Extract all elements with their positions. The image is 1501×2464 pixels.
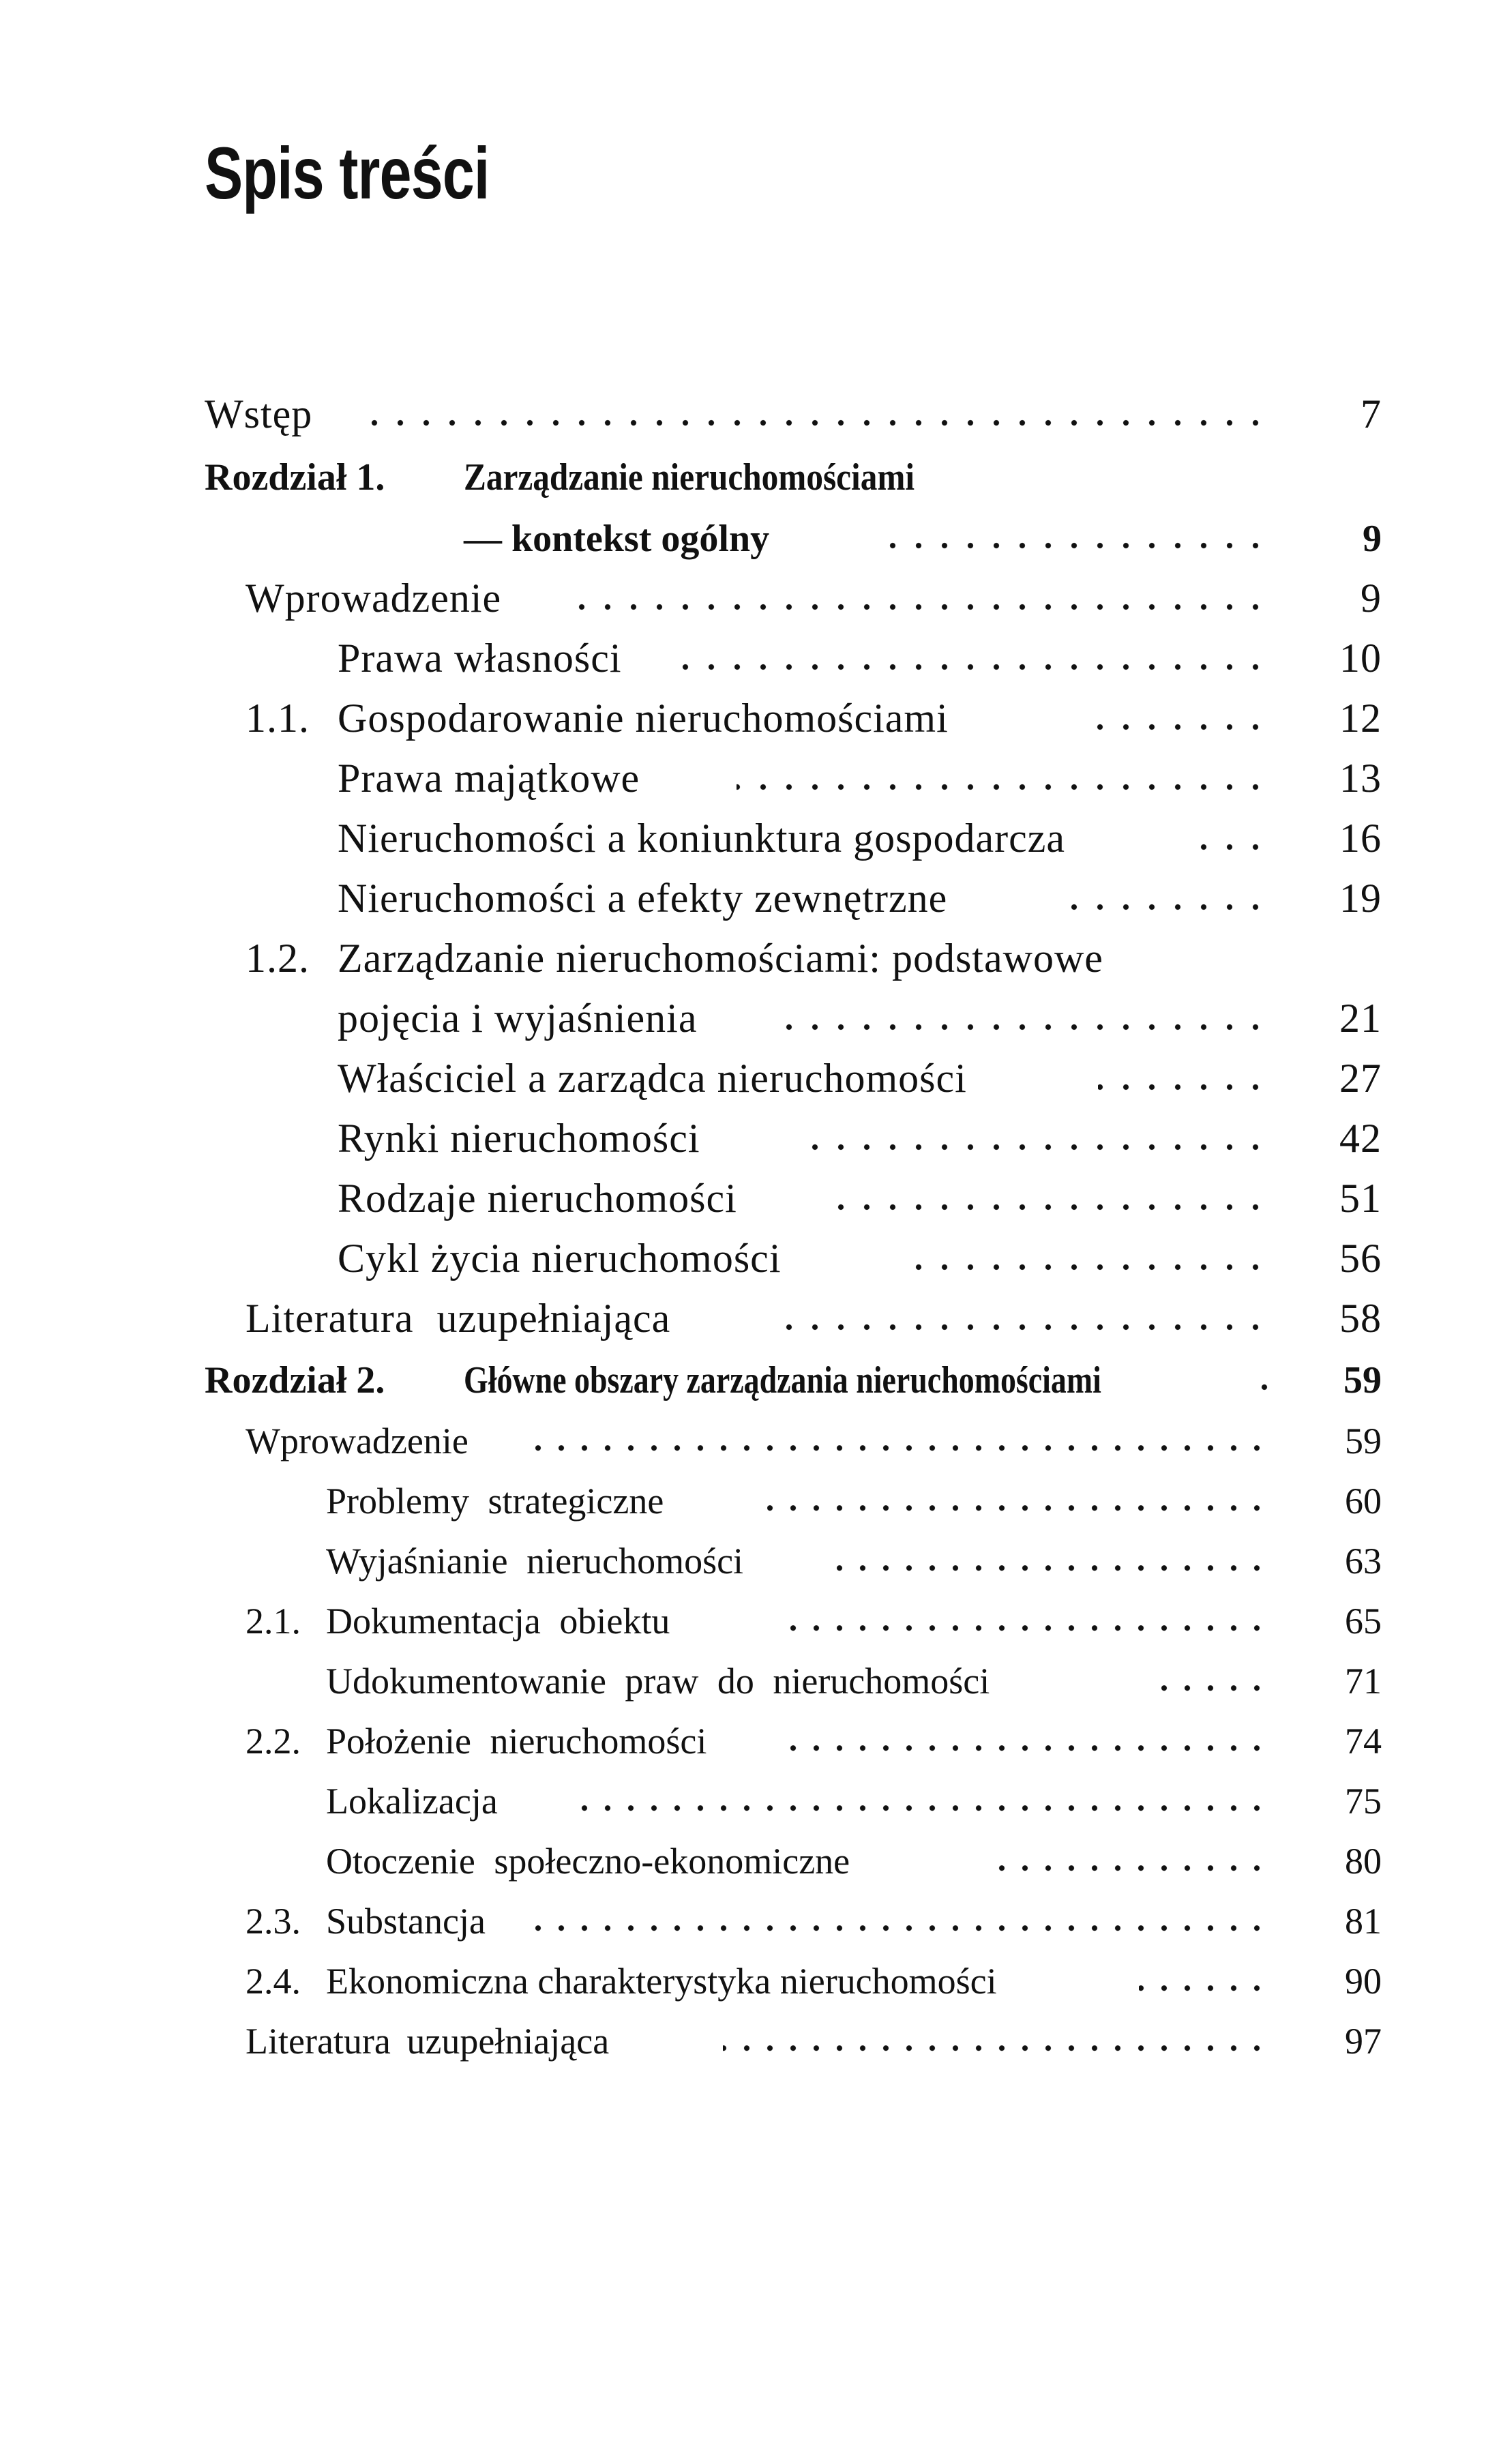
- toc-entry-r1-2-wlasciciel[interactable]: [0, 1046, 1501, 1106]
- toc-entry-wstep[interactable]: [0, 382, 1501, 442]
- dot-leader: [1098, 1058, 1268, 1099]
- section-number: 1.2.: [246, 936, 310, 981]
- toc-entry-page: 90: [1345, 1961, 1382, 2002]
- toc-entry-label: Problemy strategiczne: [326, 1481, 664, 1522]
- section-number: 2.1.: [246, 1601, 301, 1642]
- toc-entry-r2-4[interactable]: [0, 1946, 1501, 2006]
- toc-entry-label: Właściciel a zarządca nieruchomości: [338, 1056, 967, 1101]
- toc-entry-r2-wyjasnianie[interactable]: [0, 1526, 1501, 1586]
- toc-entry-label: Otoczenie społeczno-ekonomiczne: [326, 1841, 850, 1882]
- chapter-prefix: Rozdział 2.: [205, 1359, 385, 1401]
- toc-entry-label: Ekonomiczna charakterystyka nieruchomości: [326, 1961, 997, 2002]
- toc-entry-page: 74: [1345, 1721, 1382, 1762]
- toc-entry-r2-1-udokumentowanie[interactable]: [0, 1646, 1501, 1706]
- toc-entry-page: 51: [1339, 1176, 1382, 1221]
- toc-entry-r2-problemy[interactable]: [0, 1466, 1501, 1526]
- toc-entry-label: Zarządzanie nieruchomościami: podstawowe: [338, 936, 1103, 981]
- toc-entry-page: 63: [1345, 1541, 1382, 1582]
- page-title: Spis treści: [205, 132, 490, 214]
- toc-entry-label: Literatura uzupełniająca: [246, 1296, 671, 1341]
- toc-entry-r1-1-prawa-majatkowe[interactable]: [0, 746, 1501, 806]
- section-number: 2.2.: [246, 1721, 301, 1762]
- toc-entry-label: Wprowadzenie: [246, 1421, 469, 1461]
- toc-entry-label: Literatura uzupełniająca: [246, 2021, 610, 2062]
- toc-entry-page: 65: [1345, 1601, 1382, 1642]
- toc-entry-r2-2-lokalizacja[interactable]: [0, 1766, 1501, 1826]
- toc-entry-rozdzial-1-continued[interactable]: [0, 505, 1501, 565]
- toc-entry-r1-2-cykl[interactable]: [0, 1226, 1501, 1286]
- toc-entry-label: Substancja: [326, 1901, 486, 1942]
- toc-entry-r1-1-efekty[interactable]: [0, 866, 1501, 926]
- toc-entry-label: Rynki nieruchomości: [338, 1116, 700, 1161]
- toc-entry-page: 7: [1361, 391, 1382, 436]
- toc-entry-r2-1[interactable]: [0, 1586, 1501, 1646]
- toc-entry-page: 42: [1339, 1116, 1382, 1161]
- toc-entry-label: Główne obszary zarządzania nieruchomościami: [464, 1359, 1101, 1401]
- toc-entry-page: 16: [1339, 816, 1382, 861]
- toc-entry-page: 71: [1345, 1661, 1382, 1702]
- toc-entry-page: 12: [1339, 696, 1382, 741]
- toc-entry-label: Dokumentacja obiektu: [326, 1601, 670, 1642]
- toc-entry-r1-2[interactable]: [0, 926, 1501, 986]
- toc-entry-label: Prawa majątkowe: [338, 756, 640, 801]
- dot-leader: [1071, 878, 1268, 919]
- toc-entry-rozdzial-1[interactable]: [0, 443, 1501, 503]
- toc-entry-label: Nieruchomości a efekty zewnętrzne: [338, 876, 948, 921]
- toc-entry-page: 59: [1343, 1359, 1382, 1401]
- toc-entry-page: 9: [1361, 576, 1382, 621]
- toc-entry-label: Udokumentowanie praw do nieruchomości: [326, 1661, 990, 1702]
- dot-leader: [910, 1238, 1268, 1279]
- toc-entry-r1-2-rynki[interactable]: [0, 1106, 1501, 1166]
- dot-leader: [737, 758, 1268, 799]
- toc-entry-r2-2-otoczenie[interactable]: [0, 1826, 1501, 1886]
- dot-leader: [1183, 818, 1268, 859]
- toc-entry-label: Lokalizacja: [326, 1781, 498, 1822]
- dot-leader: [767, 1481, 1268, 1519]
- section-number: 2.3.: [246, 1901, 301, 1942]
- toc-entry-r1-2-continued[interactable]: [0, 986, 1501, 1046]
- toc-entry-r2-3[interactable]: [0, 1886, 1501, 1946]
- toc-entry-r1-wprowadzenie[interactable]: [0, 566, 1501, 626]
- toc-entry-r2-wprowadzenie[interactable]: [0, 1406, 1501, 1466]
- toc-entry-page: 10: [1339, 636, 1382, 681]
- toc-entry-page: 59: [1345, 1421, 1382, 1461]
- toc-entry-label: Położenie nieruchomości: [326, 1721, 707, 1762]
- toc-entry-r1-2-rodzaje[interactable]: [0, 1166, 1501, 1226]
- toc-entry-label: Gospodarowanie nieruchomościami: [338, 696, 949, 741]
- dot-leader: [812, 1118, 1268, 1159]
- toc-entry-label: Rodzaje nieruchomości: [338, 1176, 737, 1221]
- dot-leader: [580, 1781, 1268, 1820]
- toc-entry-page: 9: [1363, 518, 1382, 560]
- dot-leader: [777, 1298, 1268, 1339]
- dot-leader: [777, 1601, 1268, 1639]
- section-number: 2.4.: [246, 1961, 301, 2002]
- dot-leader: [532, 1901, 1268, 1940]
- dot-leader: [368, 394, 1268, 435]
- toc-entry-label: Nieruchomości a koniunktura gospodarcza: [338, 816, 1065, 861]
- toc-entry-rozdzial-2[interactable]: [0, 1346, 1501, 1406]
- toc-entry-r2-literatura[interactable]: [0, 2006, 1501, 2066]
- toc-entry-r2-2[interactable]: [0, 1706, 1501, 1766]
- toc-entry-page: 58: [1339, 1296, 1382, 1341]
- toc-entry-r1-literatura[interactable]: [0, 1286, 1501, 1346]
- chapter-prefix: Rozdział 1.: [205, 456, 385, 499]
- toc-entry-page: 13: [1339, 756, 1382, 801]
- toc-entry-page: 56: [1339, 1236, 1382, 1281]
- toc-entry-page: 60: [1345, 1481, 1382, 1522]
- toc-entry-page: 19: [1339, 876, 1382, 921]
- dot-leader: [818, 1178, 1268, 1219]
- dot-leader: [825, 1541, 1268, 1579]
- dot-leader: [1078, 698, 1268, 739]
- dot-leader: [525, 1421, 1268, 1459]
- toc-entry-r1-1-koniunktura[interactable]: [0, 806, 1501, 866]
- toc-entry-page: 81: [1345, 1901, 1382, 1942]
- dot-leader: [784, 1721, 1268, 1760]
- toc-entry-label: Wprowadzenie: [246, 576, 502, 621]
- dot-leader: [682, 638, 1268, 679]
- toc-entry-label: pojęcia i wyjaśnienia: [338, 996, 698, 1041]
- dot-leader: [723, 2021, 1268, 2060]
- toc-entry-page: 97: [1345, 2021, 1382, 2062]
- dot-leader: [771, 998, 1268, 1039]
- toc-entry-r1-prawa-wlasnosci[interactable]: [0, 626, 1501, 686]
- toc-entry-page: 75: [1345, 1781, 1382, 1822]
- section-number: 1.1.: [246, 696, 310, 741]
- dot-leader: [559, 578, 1268, 619]
- toc-entry-page: 80: [1345, 1841, 1382, 1882]
- dot-leader: [1251, 1359, 1277, 1399]
- toc-entry-page: 21: [1339, 996, 1382, 1041]
- toc-entry-label: Prawa własności: [338, 636, 622, 681]
- toc-entry-page: 27: [1339, 1056, 1382, 1101]
- dot-leader: [1146, 1661, 1268, 1699]
- dot-leader: [1139, 1961, 1268, 2000]
- toc-entry-label: Wyjaśnianie nieruchomości: [326, 1541, 744, 1582]
- toc-entry-r1-1[interactable]: [0, 686, 1501, 746]
- toc-entry-label: Wstęp: [205, 391, 313, 436]
- toc-entry-label: Zarządzanie nieruchomościami: [464, 456, 915, 499]
- dot-leader: [880, 517, 1268, 558]
- toc-entry-label: — kontekst ogólny: [464, 518, 770, 560]
- dot-leader: [996, 1841, 1268, 1880]
- toc-entry-label: Cykl życia nieruchomości: [338, 1236, 782, 1281]
